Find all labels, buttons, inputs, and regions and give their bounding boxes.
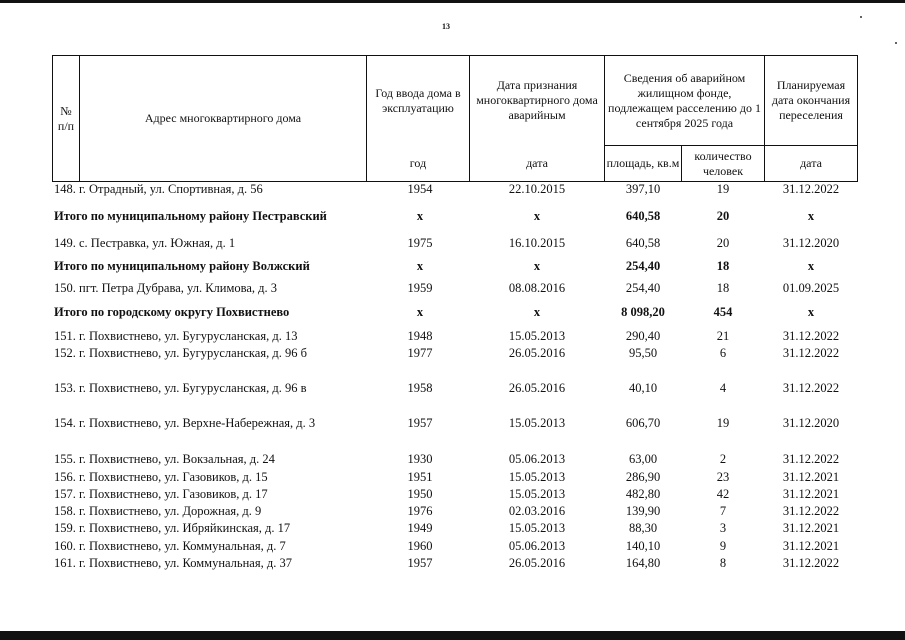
row-year: 1958: [407, 381, 433, 395]
header-unit-date: дата: [526, 156, 548, 170]
table-row: [52, 503, 857, 520]
table-row-total: [52, 258, 857, 275]
row-address: Итого по городскому округу Похвистнево: [54, 305, 290, 319]
header-unit-year: год: [409, 156, 427, 170]
row-area: 254,40: [625, 259, 661, 273]
row-planned: 31.12.2020: [782, 416, 840, 430]
row-planned: 31.12.2022: [782, 182, 840, 196]
row-people: 21: [716, 329, 730, 343]
header-date-recognized: Дата признания многоквартирного дома аварийным: [476, 78, 598, 122]
table-row: [52, 451, 857, 468]
row-year: 1954: [407, 182, 433, 196]
row-area: 286,90: [625, 470, 661, 484]
row-area: 95,50: [628, 346, 658, 360]
row-area: 482,80: [625, 487, 661, 501]
row-address: 149. с. Пестравка, ул. Южная, д. 1: [54, 236, 236, 250]
row-date: 26.05.2016: [508, 556, 566, 570]
row-date: 26.05.2016: [508, 381, 566, 395]
header-info-group: Сведения об аварийном жилищном фонде, подлежащем расселению до 1 сентября 2025 года: [608, 70, 761, 130]
row-planned: 31.12.2022: [782, 452, 840, 466]
table-row: [52, 538, 857, 555]
row-people: 7: [719, 504, 727, 518]
row-people: 3: [719, 521, 727, 535]
row-address: 160. г. Похвистнево, ул. Коммунальная, д. 7: [54, 539, 286, 553]
row-people: 19: [716, 182, 730, 196]
row-people: 454: [713, 305, 733, 319]
row-area: 40,10: [628, 381, 658, 395]
row-year: 1949: [407, 521, 433, 535]
row-year: 1950: [407, 487, 433, 501]
row-people: 20: [716, 209, 730, 223]
row-year: 1975: [407, 236, 433, 250]
table-row: [52, 486, 857, 503]
row-address: 155. г. Похвистнево, ул. Вокзальная, д. 24: [54, 452, 275, 466]
row-area: 640,58: [625, 236, 661, 250]
table-row: [52, 328, 857, 345]
row-area: 8 098,20: [621, 305, 665, 319]
row-year: 1948: [407, 329, 433, 343]
row-people: 2: [719, 452, 727, 466]
header-num: № п/п: [57, 103, 75, 133]
row-people: 18: [716, 259, 730, 273]
header-planned-date: Планируемая дата окончания переселения: [771, 78, 851, 122]
row-year: 1977: [407, 346, 433, 360]
row-area: 140,10: [625, 539, 661, 553]
table-row: [52, 469, 857, 486]
table-row: [52, 181, 857, 198]
row-year: 1976: [407, 504, 433, 518]
table-row: [52, 345, 857, 362]
row-date: х: [533, 259, 541, 273]
row-area: 640,58: [625, 209, 661, 223]
scan-speck: [895, 42, 897, 44]
header-unit-date2: дата: [800, 156, 822, 170]
row-year: х: [416, 305, 424, 319]
row-area: 63,00: [628, 452, 658, 466]
row-area: 254,40: [625, 281, 661, 295]
table-row: [52, 555, 857, 572]
row-planned: 31.12.2022: [782, 346, 840, 360]
row-address: 161. г. Похвистнево, ул. Коммунальная, д. 37: [54, 556, 292, 570]
row-planned: 31.12.2021: [782, 470, 840, 484]
row-year: х: [416, 209, 424, 223]
row-date: 16.10.2015: [508, 236, 566, 250]
row-people: 6: [719, 346, 727, 360]
bottom-border: [0, 631, 905, 640]
row-people: 20: [716, 236, 730, 250]
row-people: 42: [716, 487, 730, 501]
row-date: 22.10.2015: [508, 182, 566, 196]
row-year: 1930: [407, 452, 433, 466]
row-planned: 31.12.2021: [782, 521, 840, 535]
row-planned: х: [807, 209, 815, 223]
row-address: 158. г. Похвистнево, ул. Дорожная, д. 9: [54, 504, 262, 518]
row-planned: 31.12.2022: [782, 381, 840, 395]
row-planned: 01.09.2025: [782, 281, 840, 295]
row-area: 164,80: [625, 556, 661, 570]
row-address: Итого по муниципальному району Пестравский: [54, 209, 327, 223]
row-area: 606,70: [625, 416, 661, 430]
row-date: 26.05.2016: [508, 346, 566, 360]
row-address: 159. г. Похвистнево, ул. Ибряйкинская, д. 17: [54, 521, 291, 535]
row-year: 1959: [407, 281, 433, 295]
row-date: 08.08.2016: [508, 281, 566, 295]
row-year: х: [416, 259, 424, 273]
row-year: 1957: [407, 556, 433, 570]
row-date: 15.05.2013: [508, 416, 566, 430]
row-people: 8: [719, 556, 727, 570]
row-planned: 31.12.2020: [782, 236, 840, 250]
row-year: 1951: [407, 470, 433, 484]
row-people: 9: [719, 539, 727, 553]
scan-speck: [860, 16, 862, 18]
row-date: 15.05.2013: [508, 329, 566, 343]
header-year-built: Год ввода дома в эксплуатацию: [375, 85, 461, 115]
row-area: 397,10: [625, 182, 661, 196]
header-unit-area: площадь, кв.м: [606, 156, 680, 170]
row-address: 154. г. Похвистнево, ул. Верхне-Набережная, д. 3: [54, 416, 316, 430]
row-date: 15.05.2013: [508, 487, 566, 501]
row-year: 1960: [407, 539, 433, 553]
row-people: 23: [716, 470, 730, 484]
table-row-total: [52, 304, 857, 321]
row-address: 153. г. Похвистнево, ул. Бугурусланская, д. 96 в: [54, 381, 307, 395]
table-row: [52, 280, 857, 297]
table-row: [52, 380, 857, 397]
row-date: 05.06.2013: [508, 452, 566, 466]
row-area: 139,90: [625, 504, 661, 518]
row-area: 88,30: [628, 521, 658, 535]
row-address: 150. пгт. Петра Дубрава, ул. Климова, д. 3: [54, 281, 278, 295]
row-address: 152. г. Похвистнево, ул. Бугурусланская, д. 96 б: [54, 346, 307, 360]
row-people: 18: [716, 281, 730, 295]
row-planned: х: [807, 305, 815, 319]
row-address: Итого по муниципальному району Волжский: [54, 259, 310, 273]
row-planned: 31.12.2021: [782, 487, 840, 501]
header-address: Адрес многоквартирного дома: [144, 111, 302, 125]
table-row-total: [52, 208, 857, 225]
row-planned: 31.12.2022: [782, 329, 840, 343]
row-date: 15.05.2013: [508, 521, 566, 535]
row-planned: х: [807, 259, 815, 273]
row-year: 1957: [407, 416, 433, 430]
row-planned: 31.12.2021: [782, 539, 840, 553]
row-area: 290,40: [625, 329, 661, 343]
top-border: [0, 0, 905, 3]
table-row: [52, 235, 857, 252]
row-address: 156. г. Похвистнево, ул. Газовиков, д. 15: [54, 470, 268, 484]
row-address: 148. г. Отрадный, ул. Спортивная, д. 56: [54, 182, 263, 196]
row-date: х: [533, 209, 541, 223]
page-number: 13: [442, 22, 450, 31]
row-date: х: [533, 305, 541, 319]
row-date: 02.03.2016: [508, 504, 566, 518]
table-row: [52, 520, 857, 537]
row-address: 151. г. Похвистнево, ул. Бугурусланская, д. 13: [54, 329, 298, 343]
row-planned: 31.12.2022: [782, 556, 840, 570]
table-row: [52, 415, 857, 432]
row-people: 19: [716, 416, 730, 430]
row-date: 05.06.2013: [508, 539, 566, 553]
header-unit-people: количество человек: [694, 148, 752, 178]
row-date: 15.05.2013: [508, 470, 566, 484]
row-planned: 31.12.2022: [782, 504, 840, 518]
row-address: 157. г. Похвистнево, ул. Газовиков, д. 17: [54, 487, 268, 501]
row-people: 4: [719, 381, 727, 395]
